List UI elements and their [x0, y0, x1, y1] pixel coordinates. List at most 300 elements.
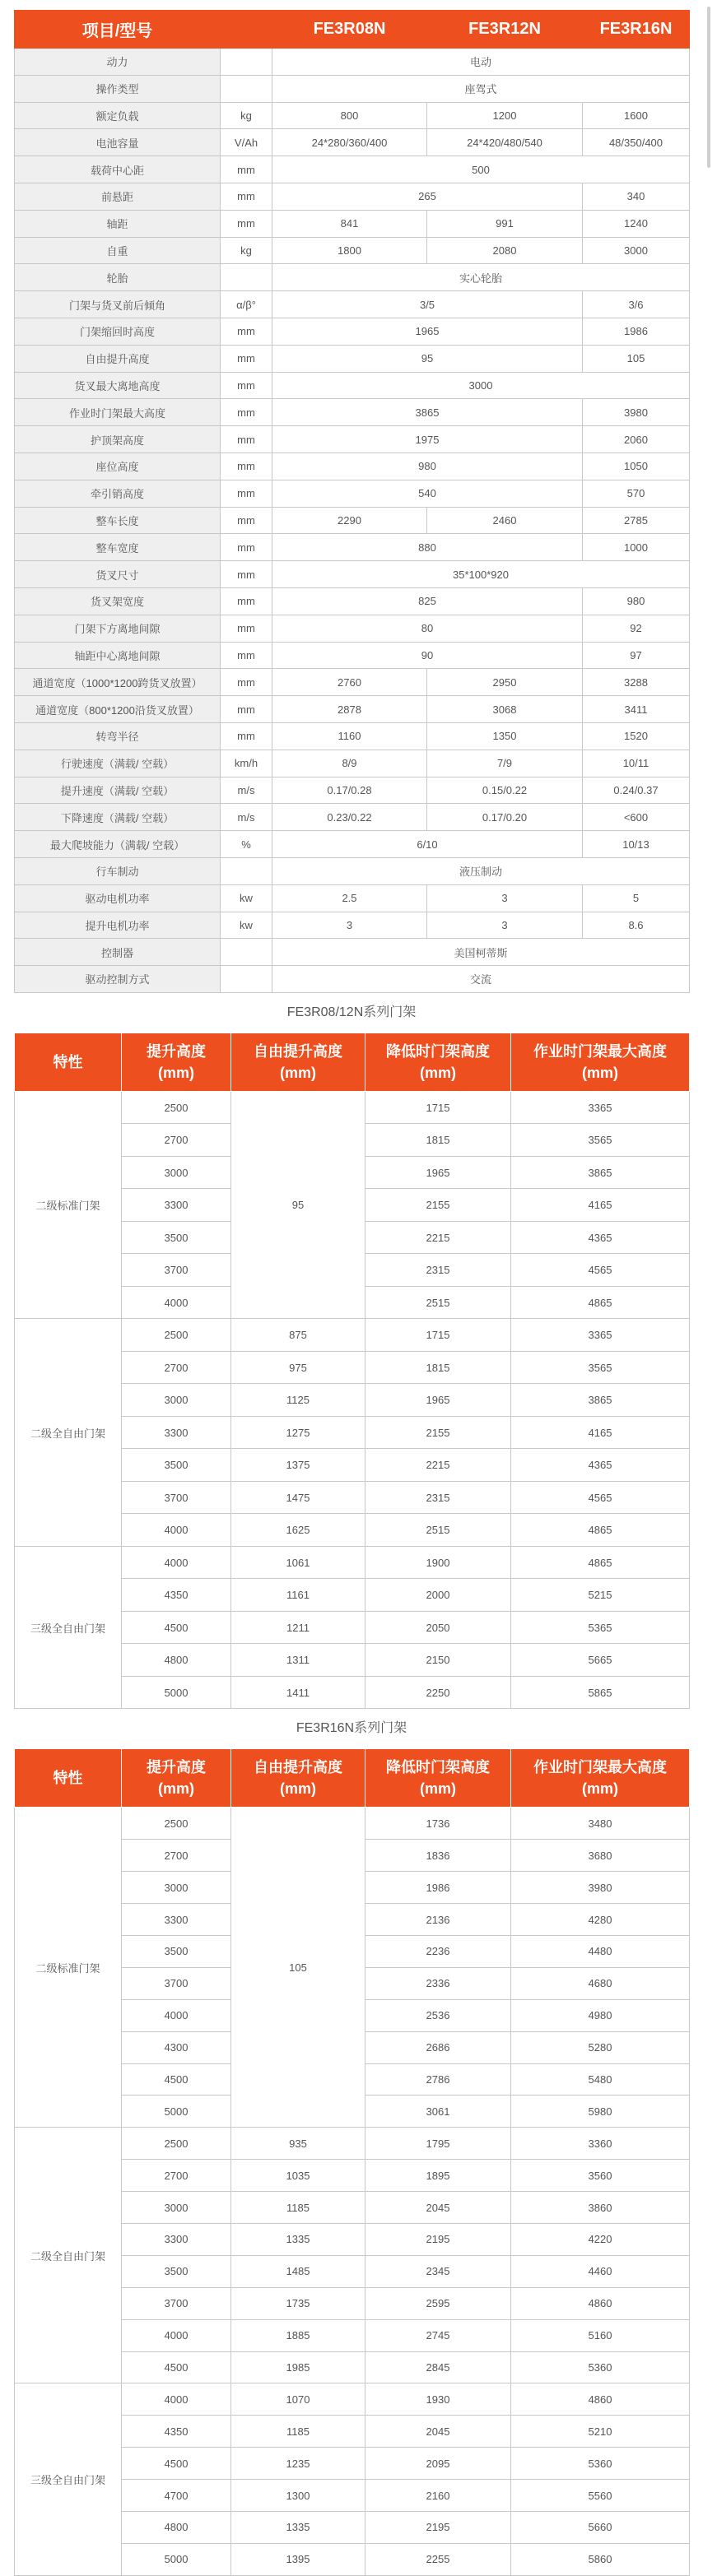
- spec-value: 8/9: [272, 750, 427, 777]
- max-working-height: 3560: [511, 2160, 690, 2192]
- spec-row: [15, 587, 690, 615]
- lift-height: 4500: [122, 1611, 231, 1644]
- max-working-height: 3865: [511, 1156, 690, 1189]
- spec-item-label: 货叉最大离地高度: [15, 372, 221, 399]
- max-working-height: 3565: [511, 1351, 690, 1384]
- free-lift-height: 1335: [231, 2511, 365, 2543]
- spec-row: [15, 237, 690, 264]
- spec-item-label: 整车宽度: [15, 534, 221, 561]
- lift-height: 3300: [122, 1416, 231, 1449]
- spec-row: [15, 561, 690, 588]
- spec-value: 0.15/0.22: [427, 777, 583, 804]
- max-working-height: 5360: [511, 2351, 690, 2383]
- mast2-header-row: [15, 1749, 690, 1808]
- mast-header-cell: 提升高度 (mm): [122, 1033, 231, 1091]
- spec-value: 1000: [583, 534, 690, 561]
- spec-body: [15, 49, 690, 993]
- spec-header-cell: FE3R16N: [583, 11, 690, 49]
- lift-height: 3000: [122, 1384, 231, 1417]
- spec-value: 1160: [272, 722, 427, 750]
- spec-value: 3068: [427, 696, 583, 723]
- spec-unit: mm: [221, 615, 272, 642]
- spec-row: [15, 345, 690, 372]
- lowered-mast-height: 2195: [365, 2511, 511, 2543]
- lift-height: 3000: [122, 1872, 231, 1904]
- max-working-height: 5560: [511, 2480, 690, 2512]
- spec-value: 2785: [583, 507, 690, 534]
- mast-header-cell: 提升高度 (mm): [122, 1749, 231, 1808]
- max-working-height: 5480: [511, 2063, 690, 2096]
- lowered-mast-height: 2236: [365, 1935, 511, 1967]
- mast-header-cell: 自由提升高度 (mm): [231, 1749, 365, 1808]
- free-lift-height: 1335: [231, 2223, 365, 2255]
- spec-row: [15, 183, 690, 210]
- lift-height: 3300: [122, 1189, 231, 1222]
- spec-value: 2290: [272, 507, 427, 534]
- spec-value: 5: [583, 884, 690, 912]
- mast-header-cell: 降低时门架高度 (mm): [365, 1033, 511, 1091]
- max-working-height: 4680: [511, 1967, 690, 1999]
- lowered-mast-height: 1965: [365, 1156, 511, 1189]
- max-working-height: 5860: [511, 2543, 690, 2575]
- max-working-height: 4865: [511, 1514, 690, 1547]
- lowered-mast-height: 2155: [365, 1416, 511, 1449]
- max-working-height: 5210: [511, 2416, 690, 2448]
- spec-unit: mm: [221, 669, 272, 696]
- lift-height: 3500: [122, 1449, 231, 1482]
- lowered-mast-height: 2150: [365, 1644, 511, 1677]
- spec-value: 500: [272, 156, 690, 183]
- spec-item-label: 门架缩回时高度: [15, 318, 221, 345]
- spec-item-label: 提升电机功率: [15, 912, 221, 939]
- free-lift-height: 1185: [231, 2192, 365, 2224]
- lowered-mast-height: 1930: [365, 2383, 511, 2416]
- mast-header-cell: 特性: [15, 1749, 122, 1808]
- spec-value: 10/11: [583, 750, 690, 777]
- spec-item-label: 转弯半径: [15, 722, 221, 750]
- lift-height: 2700: [122, 1124, 231, 1157]
- spec-unit: [221, 857, 272, 884]
- max-working-height: 4480: [511, 1935, 690, 1967]
- lowered-mast-height: 1815: [365, 1124, 511, 1157]
- spec-row: [15, 49, 690, 76]
- lift-height: 2500: [122, 1808, 231, 1840]
- spec-unit: mm: [221, 561, 272, 588]
- spec-item-label: 轮胎: [15, 264, 221, 291]
- max-working-height: 3365: [511, 1091, 690, 1124]
- spec-row: [15, 642, 690, 669]
- spec-header-cell: FE3R12N: [427, 11, 583, 49]
- spec-unit: [221, 966, 272, 993]
- mast-type: 三级全自由门架: [15, 2383, 122, 2575]
- lowered-mast-height: 1836: [365, 1840, 511, 1872]
- spec-row: [15, 75, 690, 102]
- spec-header-row: [15, 11, 690, 49]
- lowered-mast-height: 2515: [365, 1514, 511, 1547]
- free-lift-height: 1411: [231, 1676, 365, 1709]
- spec-item-label: 前悬距: [15, 183, 221, 210]
- spec-item-label: 额定负载: [15, 102, 221, 129]
- spec-value: 3980: [583, 399, 690, 426]
- spec-item-label: 门架下方离地间隙: [15, 615, 221, 642]
- mast-header-cell: 作业时门架最大高度 (mm): [511, 1033, 690, 1091]
- spec-item-label: 电池容量: [15, 129, 221, 156]
- spec-header-cell: [221, 11, 272, 49]
- spec-value: 7/9: [427, 750, 583, 777]
- spec-row: [15, 722, 690, 750]
- spec-value: 991: [427, 210, 583, 237]
- spec-value: 液压制动: [272, 857, 690, 884]
- spec-row: [15, 966, 690, 993]
- max-working-height: 3980: [511, 1872, 690, 1904]
- spec-value: 1600: [583, 102, 690, 129]
- spec-row: [15, 939, 690, 966]
- free-lift-height: 975: [231, 1351, 365, 1384]
- spec-unit: [221, 939, 272, 966]
- spec-unit: mm: [221, 722, 272, 750]
- max-working-height: 4865: [511, 1546, 690, 1579]
- spec-value: 1050: [583, 453, 690, 480]
- lift-height: 4000: [122, 2319, 231, 2351]
- spec-unit: mm: [221, 453, 272, 480]
- max-working-height: 5280: [511, 2031, 690, 2063]
- lift-height: 4700: [122, 2480, 231, 2512]
- spec-row: [15, 804, 690, 831]
- lift-height: 4800: [122, 2511, 231, 2543]
- lowered-mast-height: 2315: [365, 1254, 511, 1287]
- spec-item-label: 自重: [15, 237, 221, 264]
- spec-row: [15, 507, 690, 534]
- lift-height: 4800: [122, 1644, 231, 1677]
- lift-height: 5000: [122, 2096, 231, 2128]
- spec-row: [15, 534, 690, 561]
- lowered-mast-height: 1986: [365, 1872, 511, 1904]
- free-lift-height: 1275: [231, 1416, 365, 1449]
- spec-value: 2950: [427, 669, 583, 696]
- lift-height: 4000: [122, 1514, 231, 1547]
- lowered-mast-height: 2045: [365, 2192, 511, 2224]
- max-working-height: 3680: [511, 1840, 690, 1872]
- free-lift-height: 1035: [231, 2160, 365, 2192]
- spec-value: 570: [583, 480, 690, 507]
- lift-height: 3700: [122, 2287, 231, 2319]
- lowered-mast-height: 2515: [365, 1286, 511, 1319]
- free-lift-height: 1375: [231, 1449, 365, 1482]
- spec-row: [15, 696, 690, 723]
- spec-row: [15, 372, 690, 399]
- spec-item-label: 通道宽度（1000*1200跨货叉放置）: [15, 669, 221, 696]
- lowered-mast-height: 1815: [365, 1351, 511, 1384]
- lowered-mast-height: 2155: [365, 1189, 511, 1222]
- spec-unit: %: [221, 831, 272, 858]
- lowered-mast-height: 2215: [365, 1221, 511, 1254]
- lowered-mast-height: 2745: [365, 2319, 511, 2351]
- lowered-mast-height: 2136: [365, 1904, 511, 1936]
- mast-type: 二级标准门架: [15, 1808, 122, 2128]
- spec-value: 美国柯蒂斯: [272, 939, 690, 966]
- lowered-mast-height: 2686: [365, 2031, 511, 2063]
- free-lift-height: 1475: [231, 1481, 365, 1514]
- lowered-mast-height: 1715: [365, 1091, 511, 1124]
- spec-value: 340: [583, 183, 690, 210]
- spec-value: 2.5: [272, 884, 427, 912]
- lift-height: 3700: [122, 1481, 231, 1514]
- mast1-header-row: [15, 1033, 690, 1091]
- spec-unit: mm: [221, 372, 272, 399]
- spec-value: 0.24/0.37: [583, 777, 690, 804]
- mast-type: 二级全自由门架: [15, 1319, 122, 1547]
- spec-row: [15, 831, 690, 858]
- spec-value: <600: [583, 804, 690, 831]
- spec-unit: kg: [221, 237, 272, 264]
- max-working-height: 5215: [511, 1579, 690, 1612]
- free-lift-height: 95: [231, 1091, 365, 1319]
- spec-value: 92: [583, 615, 690, 642]
- free-lift-height: 105: [231, 1808, 365, 2128]
- spec-value: 95: [272, 345, 583, 372]
- free-lift-height: 1125: [231, 1384, 365, 1417]
- lowered-mast-height: 2315: [365, 1481, 511, 1514]
- spec-value: 1520: [583, 722, 690, 750]
- free-lift-height: 1185: [231, 2416, 365, 2448]
- free-lift-height: 1625: [231, 1514, 365, 1547]
- lowered-mast-height: 1895: [365, 2160, 511, 2192]
- spec-unit: kg: [221, 102, 272, 129]
- spec-unit: km/h: [221, 750, 272, 777]
- lift-height: 5000: [122, 2543, 231, 2575]
- max-working-height: 4565: [511, 1254, 690, 1287]
- spec-row: [15, 857, 690, 884]
- lowered-mast-height: 2845: [365, 2351, 511, 2383]
- max-working-height: 3360: [511, 2128, 690, 2160]
- spec-value: 3/6: [583, 291, 690, 318]
- lift-height: 4000: [122, 2383, 231, 2416]
- spec-value: 97: [583, 642, 690, 669]
- lift-height: 3700: [122, 1967, 231, 1999]
- spec-value: 90: [272, 642, 583, 669]
- spec-row: [15, 669, 690, 696]
- lowered-mast-height: 1715: [365, 1319, 511, 1352]
- max-working-height: 4220: [511, 2223, 690, 2255]
- spec-value: 800: [272, 102, 427, 129]
- spec-unit: [221, 75, 272, 102]
- spec-item-label: 动力: [15, 49, 221, 76]
- spec-item-label: 门架与货叉前后倾角: [15, 291, 221, 318]
- spec-row: [15, 399, 690, 426]
- spec-value: 0.23/0.22: [272, 804, 427, 831]
- spec-value: 3000: [272, 372, 690, 399]
- mast-row: [15, 2383, 690, 2416]
- spec-value: 交流: [272, 966, 690, 993]
- lift-height: 2500: [122, 1091, 231, 1124]
- spec-item-label: 货叉架宽度: [15, 587, 221, 615]
- spec-value: 3288: [583, 669, 690, 696]
- spec-row: [15, 156, 690, 183]
- spec-value: 1240: [583, 210, 690, 237]
- free-lift-height: 1735: [231, 2287, 365, 2319]
- lift-height: 4300: [122, 2031, 231, 2063]
- free-lift-height: 1211: [231, 1611, 365, 1644]
- spec-unit: mm: [221, 426, 272, 453]
- lift-height: 3500: [122, 2255, 231, 2287]
- spec-item-label: 驱动电机功率: [15, 884, 221, 912]
- lowered-mast-height: 2345: [365, 2255, 511, 2287]
- free-lift-height: 1161: [231, 1579, 365, 1612]
- spec-item-label: 驱动控制方式: [15, 966, 221, 993]
- spec-row: [15, 480, 690, 507]
- lift-height: 4500: [122, 2351, 231, 2383]
- spec-value: 3: [427, 884, 583, 912]
- max-working-height: 5365: [511, 1611, 690, 1644]
- lowered-mast-height: 2255: [365, 2543, 511, 2575]
- spec-unit: mm: [221, 587, 272, 615]
- spec-page: [14, 10, 689, 2576]
- spec-unit: mm: [221, 642, 272, 669]
- spec-unit: [221, 49, 272, 76]
- lowered-mast-height: 2536: [365, 1999, 511, 2031]
- lowered-mast-height: 2786: [365, 2063, 511, 2096]
- mast-type: 二级标准门架: [15, 1091, 122, 1319]
- spec-value: 6/10: [272, 831, 583, 858]
- lowered-mast-height: 2050: [365, 1611, 511, 1644]
- max-working-height: 4165: [511, 1416, 690, 1449]
- spec-row: [15, 884, 690, 912]
- spec-item-label: 牵引销高度: [15, 480, 221, 507]
- spec-value: 2878: [272, 696, 427, 723]
- spec-unit: kw: [221, 912, 272, 939]
- spec-value: 实心轮胎: [272, 264, 690, 291]
- mast2-caption: FE3R16N系列门架: [296, 1721, 407, 1736]
- free-lift-height: 935: [231, 2128, 365, 2160]
- max-working-height: 5660: [511, 2511, 690, 2543]
- lift-height: 4000: [122, 1546, 231, 1579]
- spec-unit: mm: [221, 345, 272, 372]
- mast2-table: [14, 1748, 690, 2575]
- spec-item-label: 下降速度（满载/ 空载）: [15, 804, 221, 831]
- spec-unit: mm: [221, 210, 272, 237]
- free-lift-height: 1235: [231, 2448, 365, 2480]
- spec-value: 980: [583, 587, 690, 615]
- lowered-mast-height: 2215: [365, 1449, 511, 1482]
- spec-value: 座驾式: [272, 75, 690, 102]
- spec-item-label: 最大爬坡能力（满载/ 空载）: [15, 831, 221, 858]
- spec-value: 10/13: [583, 831, 690, 858]
- max-working-height: 4460: [511, 2255, 690, 2287]
- mast-row: [15, 1319, 690, 1352]
- mast-header-cell: 作业时门架最大高度 (mm): [511, 1749, 690, 1808]
- spec-header-cell: 项目/型号: [15, 11, 221, 49]
- max-working-height: 3365: [511, 1319, 690, 1352]
- spec-value: 48/350/400: [583, 129, 690, 156]
- lift-height: 4500: [122, 2448, 231, 2480]
- mast-row: [15, 1808, 690, 1840]
- lowered-mast-height: 2250: [365, 1676, 511, 1709]
- spec-item-label: 座位高度: [15, 453, 221, 480]
- spec-item-label: 提升速度（满载/ 空载）: [15, 777, 221, 804]
- spec-row: [15, 129, 690, 156]
- lift-height: 3000: [122, 2192, 231, 2224]
- max-working-height: 3865: [511, 1384, 690, 1417]
- spec-unit: mm: [221, 156, 272, 183]
- lift-height: 3300: [122, 1904, 231, 1936]
- mast1-caption: FE3R08/12N系列门架: [286, 1005, 417, 1019]
- lift-height: 4000: [122, 1999, 231, 2031]
- spec-row: [15, 318, 690, 345]
- spec-unit: mm: [221, 507, 272, 534]
- lowered-mast-height: 1736: [365, 1808, 511, 1840]
- max-working-height: 4280: [511, 1904, 690, 1936]
- spec-value: 2760: [272, 669, 427, 696]
- spec-row: [15, 210, 690, 237]
- max-working-height: 4860: [511, 2383, 690, 2416]
- spec-value: 540: [272, 480, 583, 507]
- max-working-height: 5360: [511, 2448, 690, 2480]
- spec-value: 3411: [583, 696, 690, 723]
- spec-unit: V/Ah: [221, 129, 272, 156]
- free-lift-height: 1070: [231, 2383, 365, 2416]
- spec-unit: m/s: [221, 804, 272, 831]
- lift-height: 5000: [122, 1676, 231, 1709]
- spec-item-label: 载荷中心距: [15, 156, 221, 183]
- spec-value: 0.17/0.20: [427, 804, 583, 831]
- lift-height: 4000: [122, 1286, 231, 1319]
- lift-height: 2700: [122, 1840, 231, 1872]
- spec-value: 1965: [272, 318, 583, 345]
- lowered-mast-height: 3061: [365, 2096, 511, 2128]
- mast-type: 二级全自由门架: [15, 2128, 122, 2383]
- spec-value: 825: [272, 587, 583, 615]
- spec-value: 1800: [272, 237, 427, 264]
- spec-value: 841: [272, 210, 427, 237]
- spec-value: 1986: [583, 318, 690, 345]
- spec-item-label: 行车制动: [15, 857, 221, 884]
- lift-height: 4500: [122, 2063, 231, 2096]
- max-working-height: 4980: [511, 1999, 690, 2031]
- spec-item-label: 轴距中心离地间隙: [15, 642, 221, 669]
- spec-row: [15, 615, 690, 642]
- spec-value: 3000: [583, 237, 690, 264]
- spec-value: 3/5: [272, 291, 583, 318]
- spec-value: 0.17/0.28: [272, 777, 427, 804]
- lowered-mast-height: 1965: [365, 1384, 511, 1417]
- lift-height: 2500: [122, 2128, 231, 2160]
- spec-value: 1975: [272, 426, 583, 453]
- mast1-body: [15, 1091, 690, 1709]
- spec-item-label: 护顶架高度: [15, 426, 221, 453]
- spec-value: 3865: [272, 399, 583, 426]
- spec-item-label: 自由提升高度: [15, 345, 221, 372]
- max-working-height: 4565: [511, 1481, 690, 1514]
- spec-value: 105: [583, 345, 690, 372]
- spec-unit: mm: [221, 399, 272, 426]
- spec-item-label: 控制器: [15, 939, 221, 966]
- mast-row: [15, 1546, 690, 1579]
- free-lift-height: 1985: [231, 2351, 365, 2383]
- spec-value: 80: [272, 615, 583, 642]
- spec-row: [15, 777, 690, 804]
- lift-height: 3700: [122, 1254, 231, 1287]
- spec-item-label: 行驶速度（满载/ 空载）: [15, 750, 221, 777]
- spec-value: 电动: [272, 49, 690, 76]
- spec-item-label: 货叉尺寸: [15, 561, 221, 588]
- spec-header-cell: FE3R08N: [272, 11, 427, 49]
- lift-height: 3000: [122, 1156, 231, 1189]
- spec-row: [15, 453, 690, 480]
- scrollbar-thumb[interactable]: [707, 7, 710, 168]
- max-working-height: 5665: [511, 1644, 690, 1677]
- mast-row: [15, 2128, 690, 2160]
- spec-row: [15, 102, 690, 129]
